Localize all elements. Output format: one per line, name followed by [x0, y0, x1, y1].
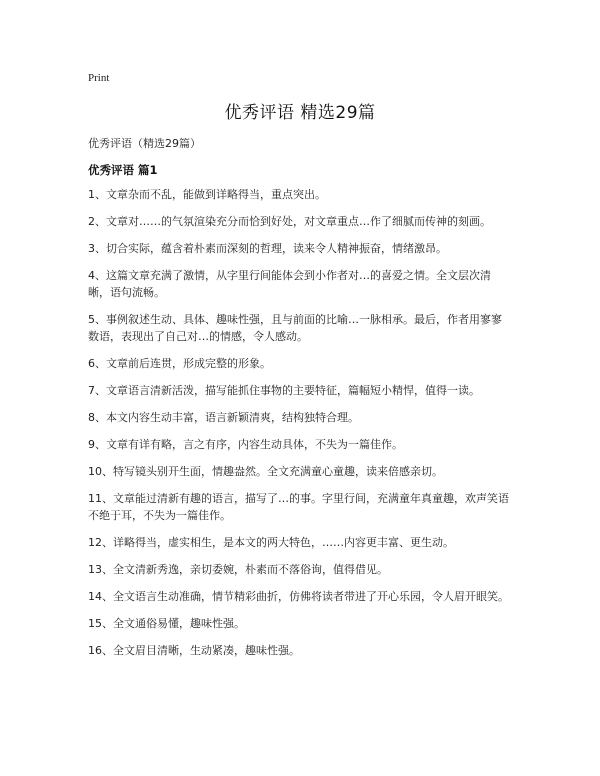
list-item: 5、事例叙述生动、具体、趣味性强，且与前面的比喻…一脉相承。最后，作者用寥寥数语，表现出了自己对…的情感，令人感动。 — [88, 313, 502, 343]
list-item: 10、特写镜头别开生面，情趣盎然。全文充满童心童趣，读来倍感亲切。 — [88, 465, 443, 478]
list-item: 12、详略得当，虚实相生，是本文的两大特色，……内容更丰富、更生动。 — [88, 536, 454, 549]
list-item: 6、文章前后连贯，形成完整的形象。 — [88, 357, 271, 370]
list-item: 16、全文眉目清晰，生动紧凑，趣味性强。 — [88, 644, 300, 657]
list-item: 9、文章有详有略，言之有序，内容生动具体，不失为一篇佳作。 — [88, 438, 403, 451]
list-item: 15、全文通俗易懂，趣味性强。 — [88, 617, 245, 630]
document-subtitle: 优秀评语（精选29篇） — [88, 137, 201, 150]
list-item: 7、文章语言清新活泼，描写能抓住事物的主要特征，篇幅短小精悍，值得一读。 — [88, 384, 480, 397]
print-link[interactable]: Print — [88, 72, 110, 84]
list-item: 13、全文清新秀逸，亲切委婉，朴素而不落俗询，值得借见。 — [88, 563, 388, 576]
list-item: 2、文章对……的气氛渲染充分而恰到好处，对文章重点…作了细腻而传神的刻画。 — [88, 215, 491, 228]
list-item: 11、文章能过清新有趣的语言，描写了…的事。字里行间，充满童年真童趣，欢声笑语不绝于耳，不失为一篇佳作。 — [88, 492, 509, 522]
comment-list — [88, 186, 512, 669]
section-heading: 优秀评语 篇1 — [88, 163, 158, 177]
list-item: 14、全文语言生动准确，情节精彩曲折，仿佛将读者带进了开心乐园，令人眉开眼笑。 — [88, 590, 509, 603]
list-item: 8、本文内容生动丰富，语言新颖清爽，结构独特合理。 — [88, 411, 359, 424]
list-item: 4、这篇文章充满了激情，从字里行间能体会到小作者对…的喜爱之情。全文层次清晰，语句流畅。 — [88, 269, 491, 299]
list-item: 3、切合实际，蕴含着朴素而深刻的哲理，读来令人精神振奋，情绪激昂。 — [88, 242, 447, 255]
page-title: 优秀评语 精选29篇 — [224, 103, 376, 123]
list-item: 1、文章杂而不乱，能做到详略得当，重点突出。 — [88, 188, 326, 201]
